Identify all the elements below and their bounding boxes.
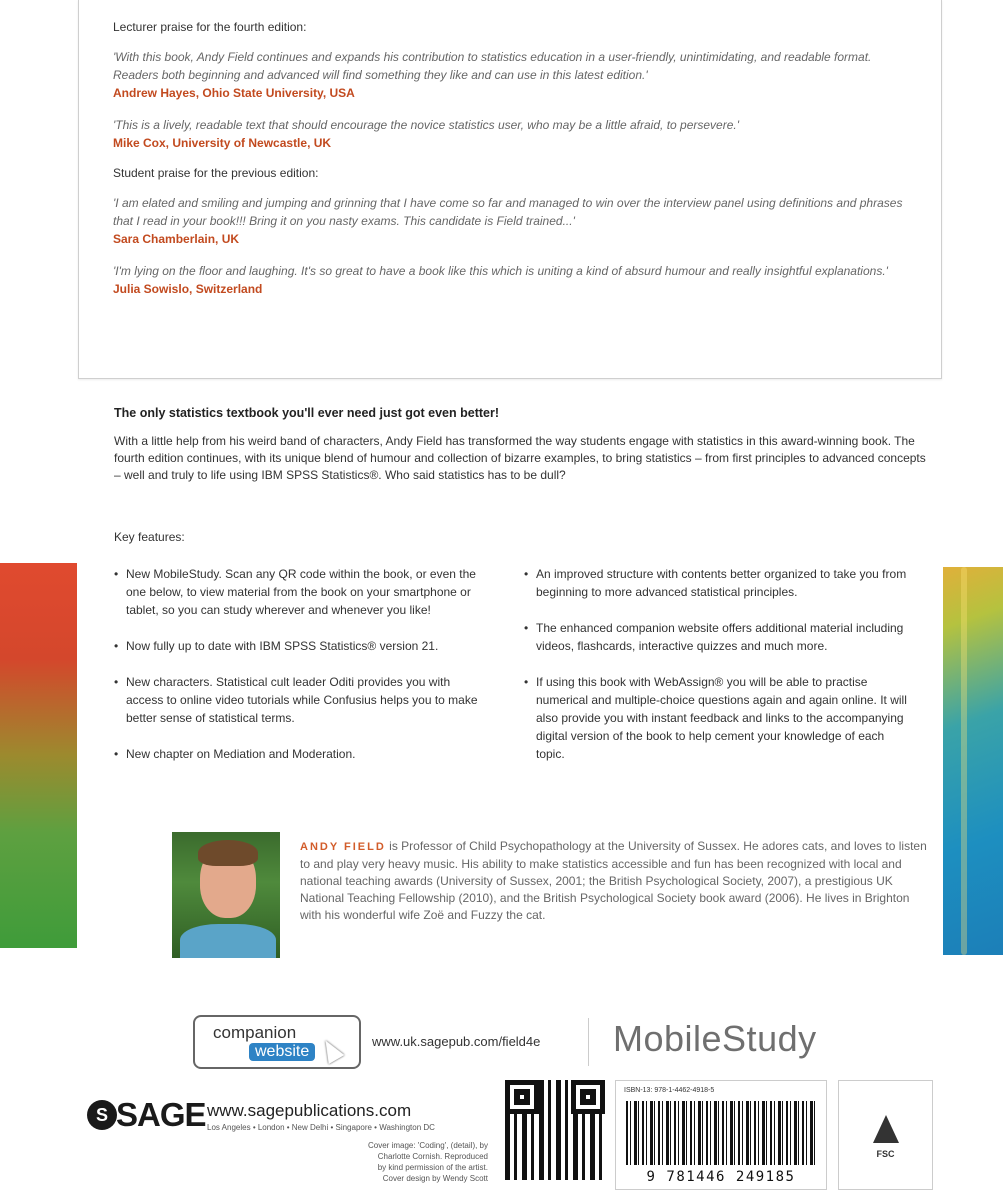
tagline: The only statistics textbook you'll ever need just got even better! <box>114 406 500 420</box>
companion-website-logo <box>193 1015 361 1069</box>
fsc-label: FSC <box>876 1149 895 1159</box>
barcode-bars <box>626 1101 816 1165</box>
feature-item: • If using this book with WebAssign® you will be able to practise numerical and multiple-choice questions again and again online. It will also provide you with instant feedback and links to the accompanying digital version of the book to help cement your knowledge of each topic. <box>524 673 914 763</box>
author-bio <box>300 838 934 924</box>
feature-item: • Now fully up to date with IBM SPSS Statistics® version 21. <box>114 637 484 655</box>
cover-art-band-right <box>943 567 1003 955</box>
photo-shirt <box>180 924 276 958</box>
fsc-badge <box>838 1080 933 1190</box>
isbn-label: ISBN-13: 978-1-4462-4918-5 <box>624 1087 715 1094</box>
publisher-url: www.sagepublications.com <box>207 1101 412 1120</box>
praise-box <box>78 0 942 379</box>
features-right-list <box>524 565 914 781</box>
praise-author: Andrew Hayes, Ohio State University, USA <box>113 86 355 100</box>
feature-item: • New chapter on Mediation and Moderation. <box>114 745 484 763</box>
lecturer-praise-heading: Lecturer praise for the fourth edition: <box>113 20 307 34</box>
mobilestudy-logo: MobileStudy <box>613 1018 817 1059</box>
isbn-digits: 9 781446 249185 <box>646 1169 796 1185</box>
praise-author: Julia Sowislo, Switzerland <box>113 282 263 296</box>
praise-quote: 'With this book, Andy Field continues and expands his contribution to statistics education in a user-friendly, unintimidating, and readable format. Readers both beginning and advanced will find something they like and can use in this latest edition.' <box>113 50 872 82</box>
features-left-list <box>114 565 484 781</box>
praise-quote: 'This is a lively, readable text that should encourage the novice statistics user, who may be a little afraid, to persevere.' <box>113 118 740 132</box>
publisher-cities: Los Angeles • London • New Delhi • Singapore • Washington DC <box>207 1123 435 1132</box>
companion-url: www.uk.sagepub.com/field4e <box>372 1034 541 1049</box>
website-label: website <box>249 1043 315 1061</box>
tree-icon <box>873 1115 899 1143</box>
praise-quote: 'I'm lying on the floor and laughing. It's so great to have a book like this which is uniting a kind of absurd humour and really insightful explanations.' <box>113 264 888 278</box>
feature-item: • New characters. Statistical cult leader Oditi provides you with access to online video tutorials while Confusius helps you to make better sense of statistical terms. <box>114 673 484 727</box>
praise-author: Sara Chamberlain, UK <box>113 232 240 246</box>
qr-code-icon <box>505 1080 605 1180</box>
key-features-heading: Key features: <box>114 530 185 544</box>
praise-content <box>113 20 913 312</box>
sage-logo: SAGE <box>116 1096 206 1133</box>
photo-hair <box>198 840 258 866</box>
companion-label: companion <box>213 1023 297 1042</box>
praise-quote: 'I am elated and smiling and jumping and grinning that I have come so far and managed to win over the interview panel using definitions and phrases that I read in your book!!! Bring it on you nasty exams. This candidate is Field trained...' <box>113 196 903 228</box>
author-photo <box>172 832 280 958</box>
divider <box>588 1018 589 1066</box>
feature-item: • The enhanced companion website offers additional material including videos, flashcards, interactive quizzes and much more. <box>524 619 914 655</box>
cover-credit: Cover image: 'Coding', (detail), by Charlotte Cornish. Reproduced by kind permission of the artist. Cover design by Wendy Scott <box>368 1141 488 1183</box>
author-name: ANDY FIELD <box>300 841 386 853</box>
author-bio-text: is Professor of Child Psychopathology at the University of Sussex. He adores cats, and loves to listen to and play very heavy music. His ability to make statistics accessible and fun has been recognized with local and national teaching awards (University of Sussex, 2001; the British Psychological Society, 2007), a prestigious UK National Teaching Fellowship (2010), and the British Psychological Society book award (2006). He lives in Brighton with his wonderful wife Zoë and Fuzzy the cat. <box>300 839 927 922</box>
feature-item: • New MobileStudy. Scan any QR code within the book, or even the one below, to view material from the book on your smartphone or tablet, so you can study wherever and whenever you like! <box>114 565 484 619</box>
sage-s-icon: S <box>87 1100 117 1130</box>
praise-author: Mike Cox, University of Newcastle, UK <box>113 136 332 150</box>
feature-item: • An improved structure with contents better organized to take you from beginning to more advanced statistical principles. <box>524 565 914 601</box>
cover-art-band-left <box>0 563 77 948</box>
barcode <box>615 1080 827 1190</box>
student-praise-heading: Student praise for the previous edition: <box>113 166 319 180</box>
description-blurb: With a little help from his weird band of characters, Andy Field has transformed the way students engage with statistics in this award-winning book. The fourth edition continues, with its unique blend of humour and collection of bizarre examples, to bring statistics – from first principles to advanced concepts – well and truly to life using IBM SPSS Statistics®. Who said statistics has to be dull? <box>114 434 926 482</box>
cursor-icon <box>318 1036 345 1064</box>
